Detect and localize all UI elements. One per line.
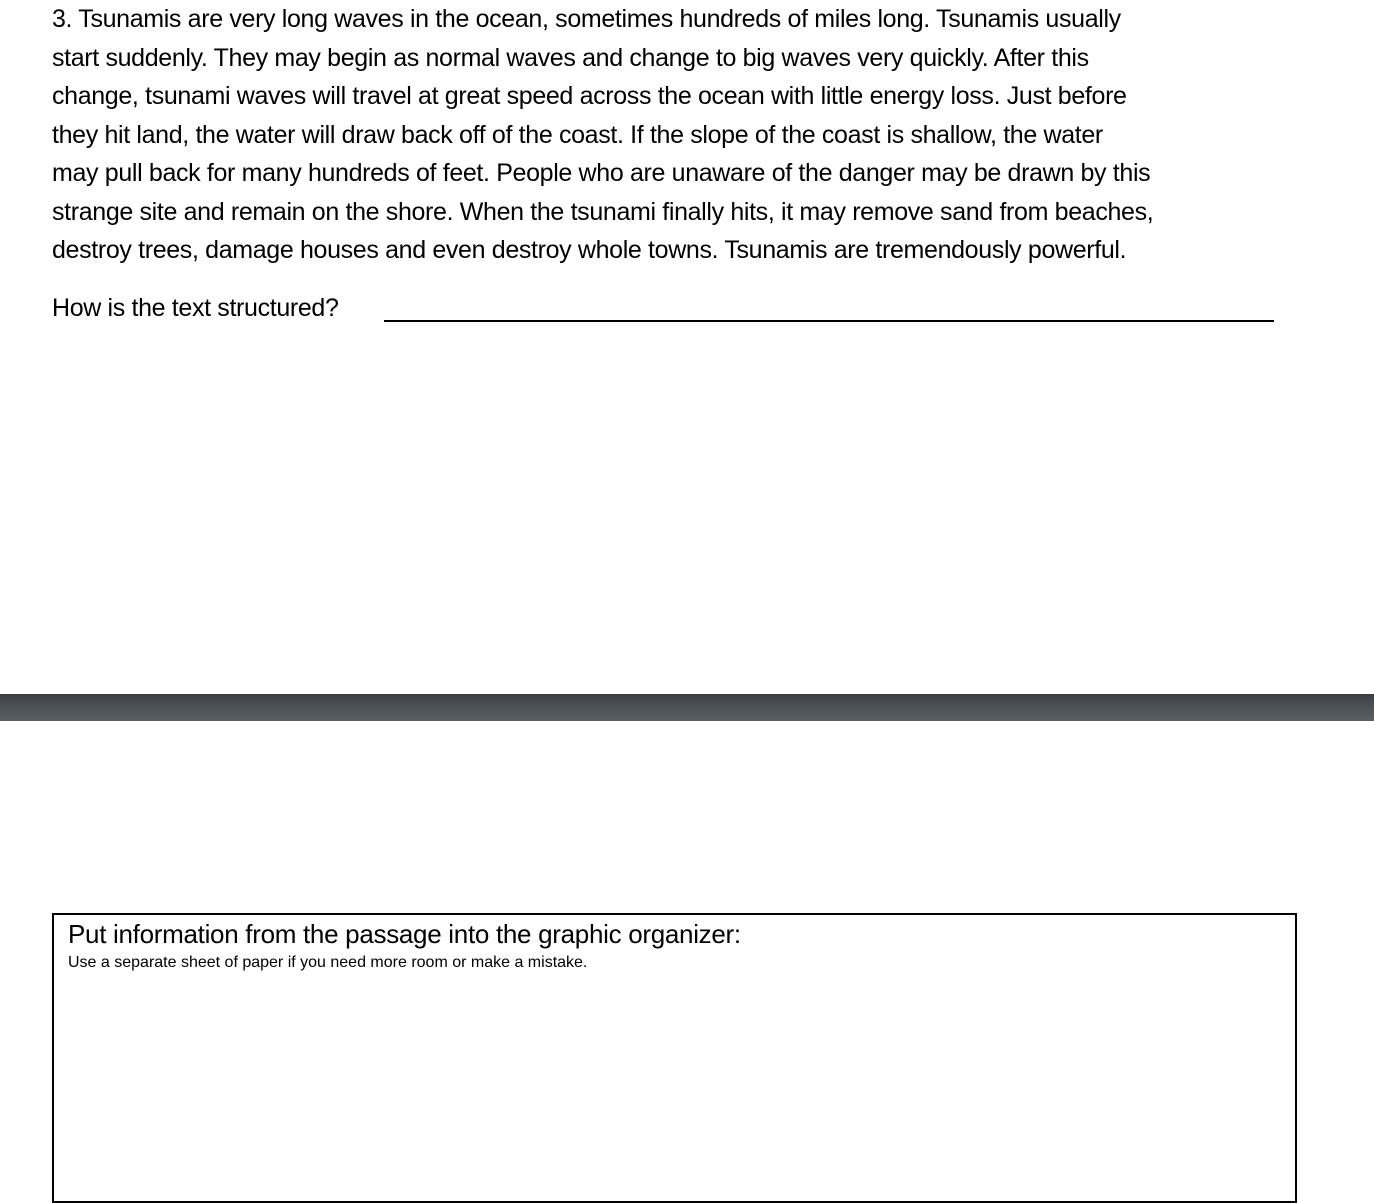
question-prompt: How is the text structured? [52,294,339,322]
organizer-title: Put information from the passage into the graphic organizer: [68,919,741,949]
passage-line: strange site and remain on the shore. When the tsunami finally hits, it may remove sand from beaches, [52,197,1154,226]
graphic-organizer-box[interactable] [52,913,1297,1203]
passage-line: 3. Tsunamis are very long waves in the ocean, sometimes hundreds of miles long. Tsunamis usually [52,5,1121,33]
passage-line: may pull back for many hundreds of feet. People who are unaware of the danger may be drawn by this [52,159,1151,187]
passage-line: they hit land, the water will draw back off of the coast. If the slope of the coast is shallow, the water [52,120,1103,149]
passage-text [52,0,1322,270]
passage-line: destroy trees, damage houses and even destroy whole towns. Tsunamis are tremendously powerful. [52,236,1127,264]
page-separator [0,694,1374,721]
organizer-note: Use a separate sheet of paper if you need more room or make a mistake. [68,954,588,971]
passage-line: start suddenly. They may begin as normal waves and change to big waves very quickly. After this [52,43,1089,72]
answer-blank-line[interactable] [384,320,1274,322]
passage-line: change, tsunami waves will travel at great speed across the ocean with little energy loss. Just before [52,82,1127,110]
